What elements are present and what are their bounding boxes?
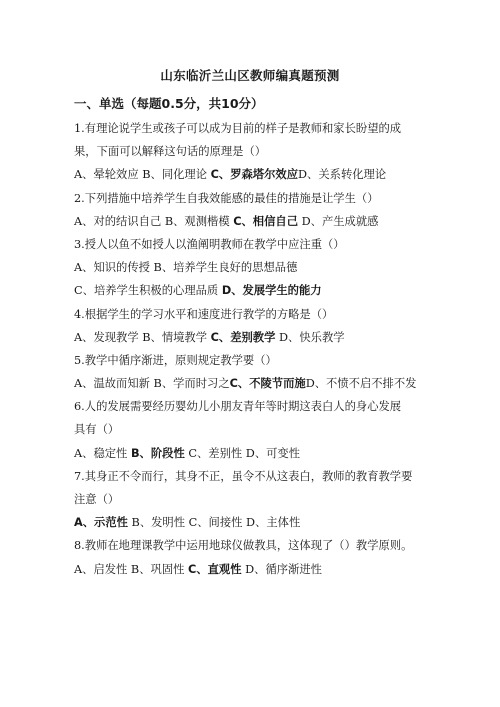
answer-highlight: C、不陵节而施 — [229, 377, 306, 391]
option-text: A、对的结识自己 B、观测楷模 — [74, 214, 234, 228]
question-list — [74, 117, 436, 581]
answer-highlight: C、差别教学 — [210, 330, 276, 344]
question-stem-line: 6.人的发展需要经历婴幼儿小朋友青年等时期这表白人的身心发展 — [74, 400, 402, 414]
question-stem-line: 3.授人以鱼不如授人以渔阐明教师在教学中应注重（） — [74, 237, 345, 251]
question-stem-line: 1.有理论说学生或孩子可以成为目前的样子是教师和家长盼望的成 — [74, 122, 402, 135]
question-options-line — [74, 372, 436, 395]
option-text: A、发现教学 B、情境教学 — [74, 330, 211, 344]
question-stem-line: 注意（） — [74, 493, 120, 506]
answer-highlight: B、阶段性 — [130, 446, 185, 460]
question-options-line — [74, 279, 436, 302]
question-options-line — [74, 256, 436, 279]
question-stem-line: 2.下列措施中培养学生自我效能感的最佳的措施是让学生（） — [74, 191, 379, 205]
option-text: B、发明性 C、间接性 D、主体性 — [127, 516, 301, 530]
option-text: A、晕轮效应 B、同化理论 — [74, 168, 211, 182]
question-options-line — [74, 442, 436, 465]
option-text: D、产生成就感 — [298, 214, 379, 228]
option-text: D、快乐教学 — [275, 330, 345, 344]
answer-highlight: C、直观性 — [188, 562, 242, 576]
option-text: D、循序渐进性 — [241, 562, 322, 576]
question-options-line — [74, 210, 436, 233]
answer-highlight: D、发展学生的能力 — [221, 284, 322, 298]
option-text: D、关系转化理论 — [298, 168, 387, 182]
question-options-line — [74, 511, 436, 534]
question-options-line — [74, 163, 436, 186]
question-stem-line: 具有（） — [74, 423, 120, 437]
question-stem-line: 4.根据学生的学习水平和速度进行教学的方略是（） — [74, 307, 334, 321]
option-text: C、培养学生积极的心理品质 — [74, 284, 222, 298]
question-stem-line: 果，下面可以解释这句话的原理是（） — [74, 145, 267, 159]
answer-highlight: C、罗森塔尔效应 — [210, 168, 298, 182]
question-stem-line: 8.教师在地理课教学中运用地球仪做教具，这体现了（）教学原则。 — [74, 539, 413, 553]
option-text: A、启发性 B、巩固性 — [74, 562, 189, 576]
answer-highlight: C、相信自己 — [233, 214, 298, 228]
question-options-line — [74, 558, 436, 581]
option-text: A、稳定性 — [74, 446, 131, 460]
option-text: C、差别性 D、可变性 — [184, 446, 301, 460]
option-text: A、知识的传授 B、培养学生良好的思想品德 — [74, 261, 298, 275]
question-stem-line: 5.教学中循序渐进，原则规定教学要（） — [74, 353, 277, 367]
question-options-line — [74, 326, 436, 349]
section-heading: 一、单选（每题0.5分，共10分） — [74, 96, 264, 111]
option-text: A、温故而知新 B、学而时习之 — [74, 377, 230, 391]
option-text: D、不愤不启不排不发 — [305, 377, 417, 391]
answer-highlight: A、示范性 — [74, 516, 128, 530]
page-title: 山东临沂兰山区教师编真题预测 — [160, 68, 340, 83]
question-stem-line: 7.其身正不令而行，其身不正，虽令不从这表白，教师的教育教学要 — [74, 469, 413, 483]
